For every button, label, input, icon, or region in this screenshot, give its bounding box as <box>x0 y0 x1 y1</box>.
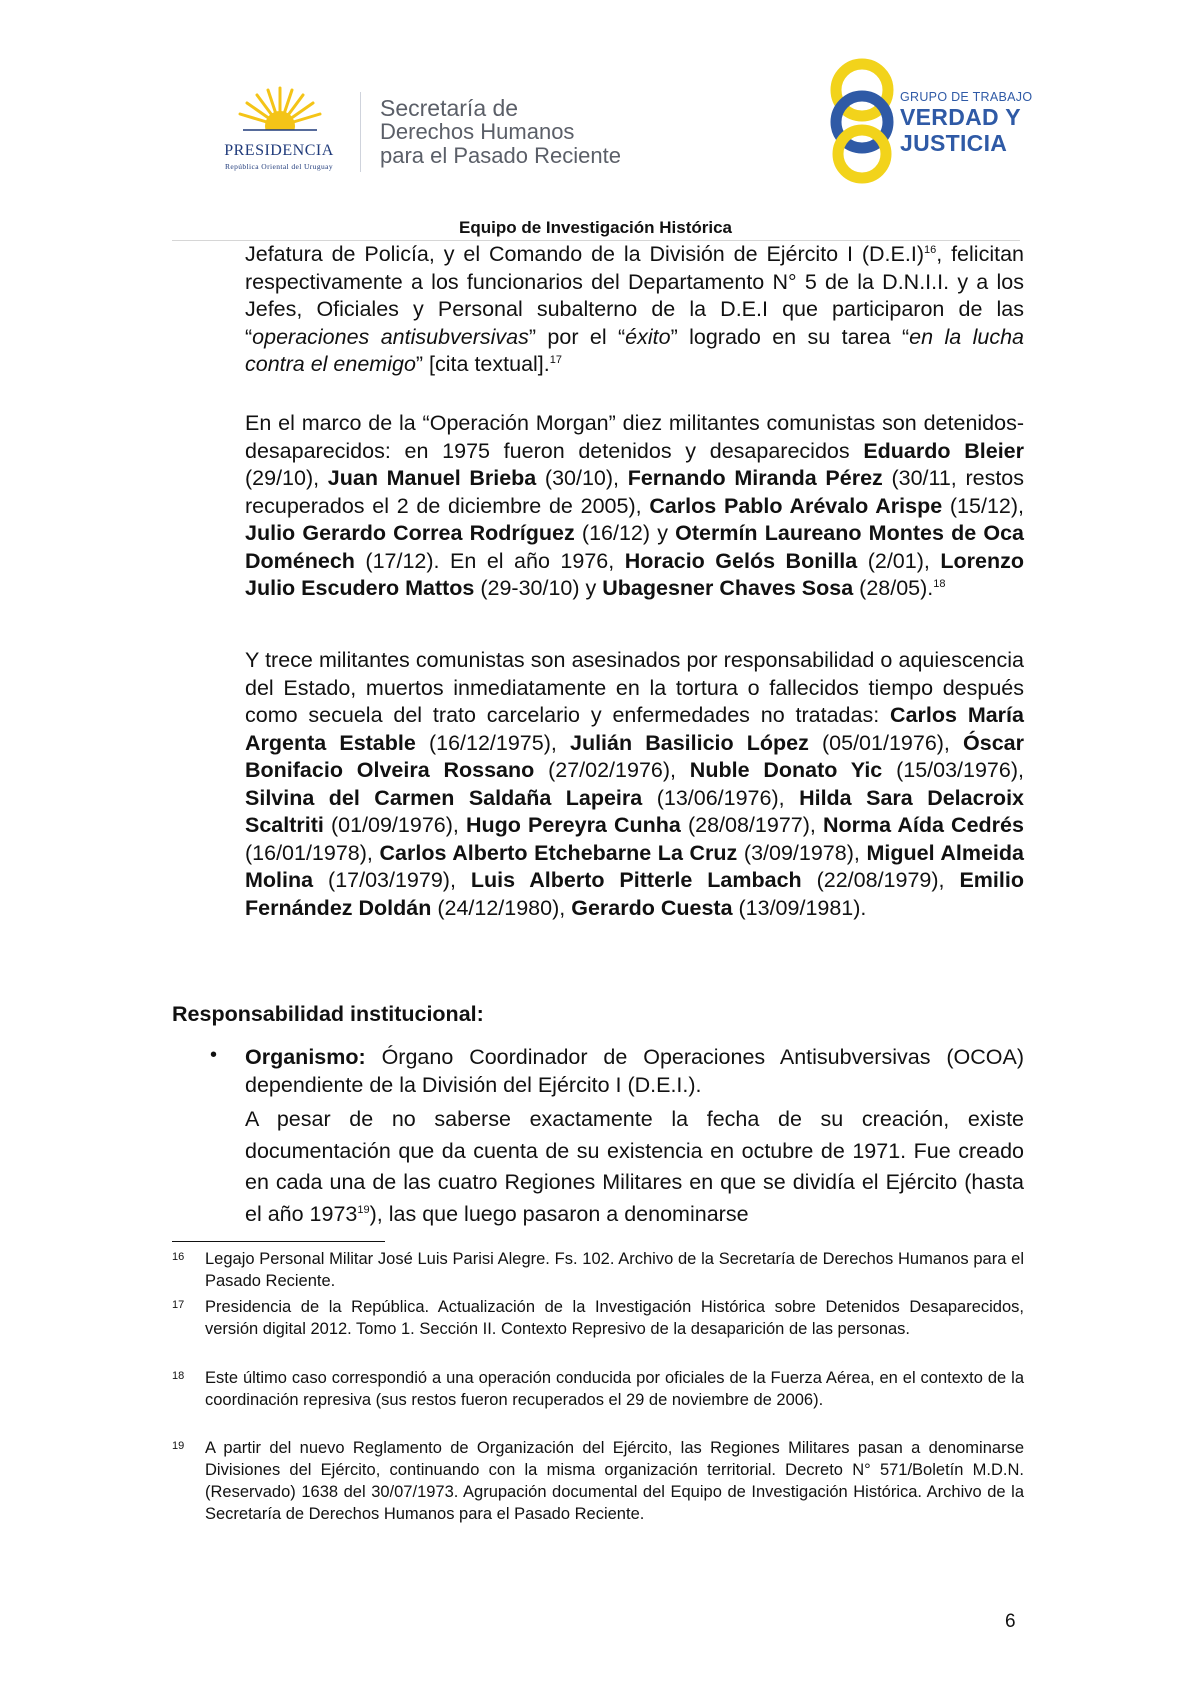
p3-text: (22/08/1979), <box>801 868 960 892</box>
footnote-number: 18 <box>172 1370 185 1382</box>
organismo-label: Organismo: <box>245 1045 366 1069</box>
p3-name: Gerardo Cuesta <box>571 895 733 920</box>
footnote-text: A partir del nuevo Reglamento de Organización del Ejército, las Regiones Militares pasan a denominarse Divisiones del Ejército, continuando con la misma organización territorial. Decreto N° 571/Boletín M.D.N. (Reservado) 1638 del 30/07/1973. Agrupación documental del Equipo de Investigación Histórica. Archivo de la Secretaría de Derechos Humanos para el Pasado Reciente. <box>205 1439 1024 1523</box>
p3-name: Carlos Alberto Etchebarne La Cruz <box>379 840 738 865</box>
p2-name: Otermín Laureano Montes de Oca Doménech <box>245 521 1024 573</box>
presidencia-name: PRESIDENCIA <box>224 142 334 159</box>
p3-text: (13/09/1981). <box>732 895 867 920</box>
p3-name: Miguel Almeida Molina <box>245 840 1024 892</box>
presidencia-subtitle: República Oriental del Uruguay <box>224 162 333 171</box>
p3-text: Y trece militantes comunistas son asesinados por responsabilidad o aquiescencia del Estado, muertos inmediatamente en la tortura o fallecidos tiempo después como secuela del trato carcelario y enfermedades no tratadas: <box>245 648 1024 727</box>
p3-text: (27/02/1976), <box>534 758 690 782</box>
footnote-text: Este último caso correspondió a una operación conducida por oficiales de la Fuerza Aérea, en el contexto de la coordinación represiva (sus restos fueron recuperados el 29 de noviembre de 2006). <box>205 1369 1024 1409</box>
footnote-number: 16 <box>172 1251 185 1263</box>
p2-name: Juan Manuel Brieba <box>327 466 537 490</box>
p3-name: Silvina del Carmen Saldaña Lapeira <box>245 785 643 810</box>
p1-text-5: ” [cita textual]. <box>415 352 550 376</box>
p3-name: Hugo Pereyra Cunha <box>465 813 681 837</box>
p2-name: Carlos Pablo Arévalo Arispe <box>649 493 943 518</box>
p2-text: (15/12), <box>942 493 1024 518</box>
footnote-rule <box>172 1241 385 1242</box>
gtvj-line-3: JUSTICIA <box>900 130 1008 156</box>
gtvj-line-2: VERDAD Y <box>900 104 1021 130</box>
p2-name: Horacio Gelós Bonilla <box>624 548 858 573</box>
p3-text: (17/03/1979), <box>313 868 471 892</box>
p3-name: Nuble Donato Yic <box>689 758 883 782</box>
secretaria-line-3: para el Pasado Reciente <box>380 143 621 168</box>
p3-name: Óscar Bonifacio Olveira Rossano <box>245 730 1024 782</box>
footnote-16 <box>172 1248 1024 1292</box>
footnote-ref-19[interactable]: 19 <box>357 1203 370 1216</box>
p1-text-3: ” por el “ <box>528 324 626 349</box>
bullet-icon: • <box>210 1044 218 1066</box>
p3-name: Julián Basilicio López <box>569 730 809 755</box>
p3-text: (28/08/1977), <box>680 813 823 837</box>
p3-name: Emilio Fernández Doldán <box>245 868 1024 920</box>
footnote-ref-17[interactable]: 17 <box>549 353 563 366</box>
p2-text: En el marco de la “Operación Morgan” diez militantes comunistas son detenidos-desaparecidos: en 1975 fueron detenidos y desaparecidos <box>245 411 1024 463</box>
p2-text: (29-30/10) y <box>474 576 603 600</box>
gtvj-logo-text <box>900 90 1110 156</box>
secretaria-line-2: Derechos Humanos <box>380 119 575 144</box>
p1-italic-2: éxito <box>625 324 671 349</box>
footnote-text: Presidencia de la República. Actualización de la Investigación Histórica sobre Detenidos Desaparecidos, versión digital 2012. Tomo 1. Sección II. Contexto Represivo de la desaparición de las personas. <box>205 1298 1024 1338</box>
p1-text-1: Jefatura de Policía, y el Comando de la División de Ejército I (D.E.I) <box>245 242 924 266</box>
footnote-ref-18[interactable]: 18 <box>933 577 946 590</box>
team-title: Equipo de Investigación Histórica <box>459 218 732 237</box>
organismo-text: Órgano Coordinador de Operaciones Antisubversivas (OCOA) dependiente de la División del Ejército I (D.E.I.). <box>245 1045 1024 1097</box>
p3-text: (24/12/1980), <box>431 895 572 920</box>
p1-text-2: , felicitan respectivamente a los funcionarios del Departamento N° 5 de la D.N.I.I. y a los Jefes, Oficiales y Personal subalterno de la D.E.I que participaron de las “ <box>245 242 1024 349</box>
p2-name: Julio Gerardo Correa Rodríguez <box>245 521 575 545</box>
p3-name: Norma Aída Cedrés <box>822 813 1024 837</box>
footnote-ref-16[interactable]: 16 <box>923 243 937 256</box>
footnote-number: 17 <box>172 1299 185 1311</box>
sun-logo-icon <box>235 86 325 142</box>
p2-text: (30/10), <box>536 466 628 490</box>
p3-text: (3/09/1978), <box>737 840 867 865</box>
p2-name: Eduardo Bleier <box>863 438 1024 463</box>
p3-text: (16/12/1975), <box>415 730 570 755</box>
p3-name: Luis Alberto Pitterle Lambach <box>470 868 802 892</box>
p3-text: (01/09/1976), <box>323 813 466 837</box>
p2-name: Ubagesner Chaves Sosa <box>602 576 854 600</box>
footnote-number: 19 <box>172 1440 185 1452</box>
p3-text: (15/03/1976), <box>882 758 1024 782</box>
p3-text: (05/01/1976), <box>808 730 964 755</box>
p2-text: (29/10), <box>245 466 328 490</box>
footnote-17 <box>172 1296 1024 1340</box>
p2-text: (17/12). En el año 1976, <box>354 548 625 573</box>
paragraph-5 <box>245 1104 1024 1230</box>
paragraph-2 <box>245 410 1024 603</box>
secretaria-line-1: Secretaría de <box>380 95 519 121</box>
p2-text: (2/01), <box>857 548 941 573</box>
p1-italic-3: en la lucha contra el enemigo <box>245 324 1024 376</box>
p2-text: (30/11, restos recuperados el 2 de diciembre de 2005), <box>245 466 1024 518</box>
paragraph-3 <box>245 647 1024 922</box>
presidencia-logo <box>205 86 353 178</box>
list-item-organismo <box>245 1044 1024 1099</box>
p2-text: (28/05). <box>853 576 934 600</box>
p2-name: Lorenzo Julio Escudero Mattos <box>245 548 1024 600</box>
footnote-18 <box>172 1367 1024 1411</box>
p3-text: (13/06/1976), <box>642 785 800 810</box>
footnote-19 <box>172 1437 1024 1525</box>
header-divider <box>360 92 361 172</box>
gtvj-line-1: GRUPO DE TRABAJO <box>900 90 1033 104</box>
p2-name: Fernando Miranda Pérez <box>627 466 883 490</box>
p1-italic-1: operaciones antisubversivas <box>252 324 529 349</box>
linked-rings-logo-icon <box>820 56 904 184</box>
secretaria-logo-text <box>380 96 700 168</box>
section-title: Responsabilidad institucional: <box>172 1002 484 1026</box>
page-number: 6 <box>1005 1611 1016 1632</box>
p1-text-4: ” logrado en su tarea “ <box>670 324 910 349</box>
paragraph-1 <box>245 241 1024 379</box>
p3-name: Hilda Sara Delacroix Scaltriti <box>245 785 1024 837</box>
p5-text-2: ), las que luego pasaron a denominarse <box>369 1201 749 1226</box>
p3-name: Carlos María Argenta Estable <box>245 703 1024 755</box>
p3-text: (16/01/1978), <box>245 840 380 865</box>
p2-text: (16/12) y <box>574 521 676 545</box>
footnote-text: Legajo Personal Militar José Luis Parisi Alegre. Fs. 102. Archivo de la Secretaría de Derechos Humanos para el Pasado Reciente. <box>205 1250 1024 1290</box>
p5-text-1: A pesar de no saberse exactamente la fecha de su creación, existe documentación que da cuenta de su existencia en octubre de 1971. Fue creado en cada una de las cuatro Regiones Militares en que se dividía el Ejército (hasta el año 1973 <box>245 1107 1024 1226</box>
